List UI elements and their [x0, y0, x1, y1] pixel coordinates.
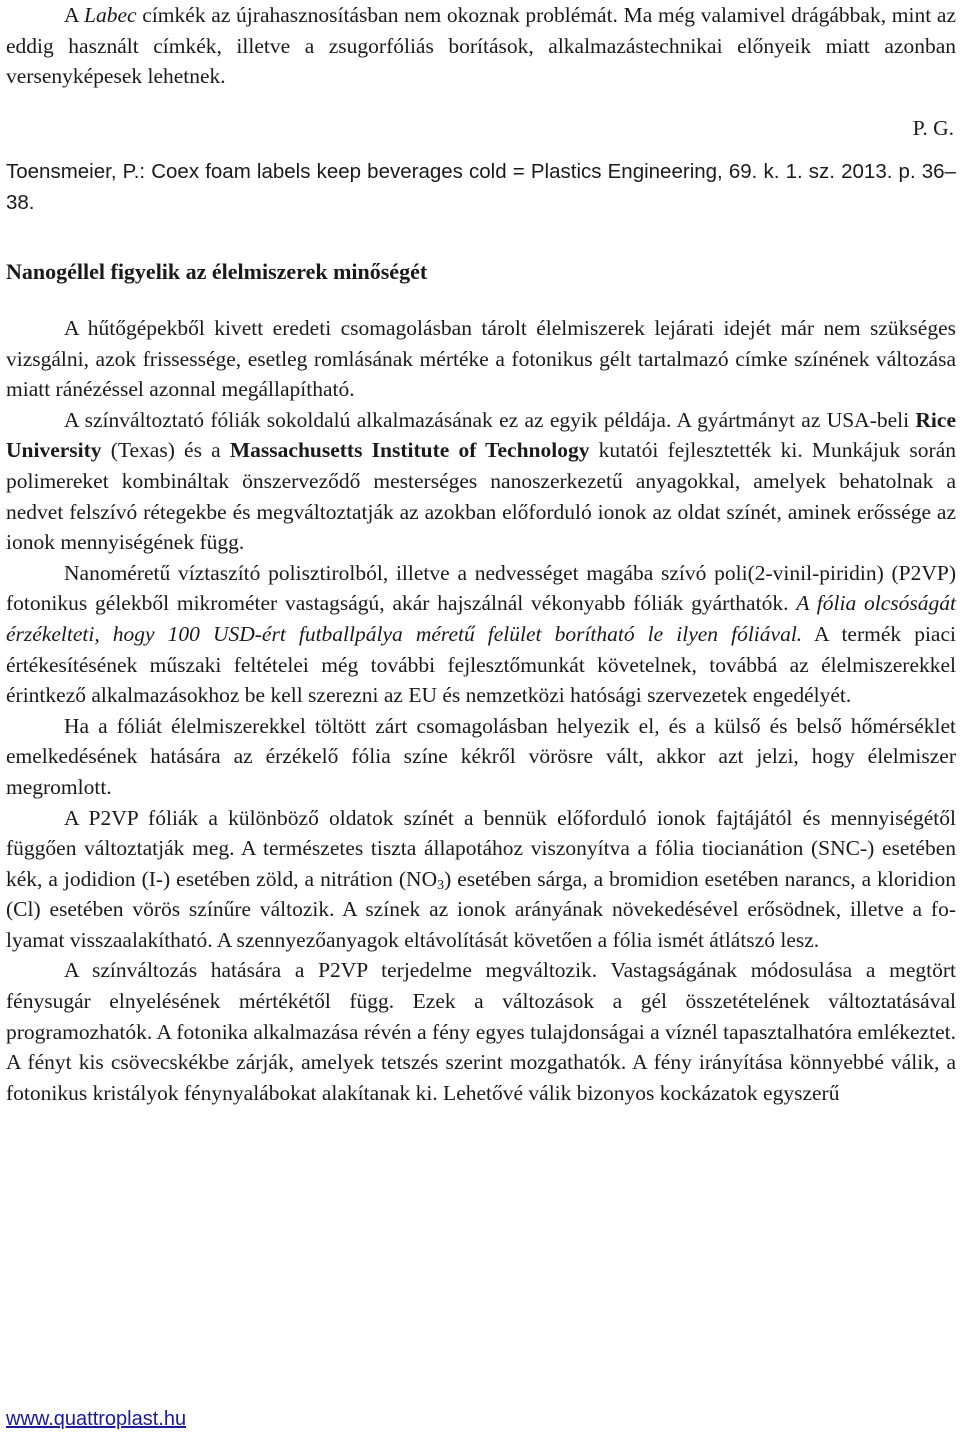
- text-run: A termék piaci értékesítésének műszaki feltételei még további fejlesztőmunkát követelnek, továbbá az élelmiszerekkel érintkező alkalmazásokhoz be kell szerezni az EU és nemzetközi hatósági szervezetek engedélyét.: [6, 621, 956, 708]
- article-paragraph-2: [6, 405, 956, 558]
- mit-name: Massachusetts Institute of Technology: [229, 438, 590, 463]
- intro-paragraph-block: [6, 0, 956, 92]
- subscript: 3: [437, 877, 445, 893]
- article-heading: Nanogéllel figyelik az élelmiszerek minőségét: [6, 259, 428, 284]
- italic-emphasis: A fólia olcsóságát érzékelteti, hogy 100 USD-ért futballpálya méretű felület borítható le ilyen fóliával.: [6, 591, 956, 646]
- article-paragraph-3: [6, 558, 956, 711]
- article-paragraph-5: [6, 803, 956, 956]
- intro-paragraph: [6, 0, 956, 92]
- reference-citation: Toensmeier, P.: Coex foam labels keep beverages cold = Plastics Engineering, 69. k. 1. sz. 2013. p. 36–38.: [6, 160, 956, 214]
- text-run: kutatói fejlesztették ki. Munkájuk során polimereket kombináltak önszerveződő mesterséges nanoszerkezetű anyagokkal, amelyek behatolnak a nedvet felszívó rétegekbe és megváltoztatják az azokban előforduló ionok az oldat színét, aminek erőssége az ionok mennyiségének függ.: [6, 438, 957, 555]
- text-run: A: [64, 3, 85, 27]
- text-run: ) esetében sárga, a bromidion esetében narancs, a kloridion (Cl) esetében vörös színűre változik. A színek az ionok arányának növekedésével erősödnek, illetve a folyamat visszaalakítható. A szennyezőanyagok eltávolítását követően a fólia ismét átlátszó lesz.: [6, 866, 956, 952]
- article-paragraph-1: A hűtőgépekből kivett eredeti csomagolásban tárolt élelmiszerek lejárati idejét már nem szükséges vizsgálni, azok frissessége, esetleg romlásának mértéke a fotonikus gélt tartalmazó címke színének változása miatt ránézéssel azonnal megállapítható.: [6, 316, 956, 402]
- article-body: [6, 313, 956, 1108]
- labec-brand-name: Labec: [84, 3, 137, 27]
- text-run: (Texas) és a: [101, 438, 230, 463]
- text-run: Nanoméretű víztaszító polisztirolból, illetve a nedvességet magába szívó poli(2-vinil-piridin) (P2VP) fotonikus gélekből mikrométer vastagságú, akár hajszálnál vékonyabb fóliák gyárthatók.: [6, 560, 956, 616]
- footer-website-link[interactable]: www.quattroplast.hu: [6, 1408, 187, 1430]
- article-paragraph-4: Ha a fóliát élelmiszerekkel töltött zárt csomagolásban helyezik el, és a külső és belső hőmérséklet emelkedésének hatására az érzékelő fólia színe kékről vörösre vált, akkor azt jelzi, hogy élelmiszer megromlott.: [6, 713, 956, 799]
- author-signature: P. G.: [912, 116, 954, 140]
- text-run: címkék az újrahasznosításban nem okoznak problémát. Ma még valamivel drágábbak, mint az eddig használt címkék, illetve a zsugorfóliás borítások, alkalmazástechnikai előnyeik miatt azonban versenyképesek lehetnek.: [6, 3, 956, 89]
- article-paragraph-6: A színváltozás hatására a P2VP terjedelme megváltozik. Vastagságának módosulása a megtört fénysugár elnyelésének mértékétől függ. Ezek a változások a gél összetételének változtatásával programozhatók. A fotonika alkalmazása révén a fény egyes tulajdonságai a víznél tapasztalhatóra emlékeztet. A fényt kis csövecskékbe zárják, amelyek tetszés szerint mozgathatók. A fény irányítása könnyebbé válik, a fotonikus kristályok fénynyalábokat alakítanak ki. Lehetővé válik bizonyos kockázatok egyszerű: [6, 958, 956, 1105]
- rice-university-name: Rice University: [6, 407, 956, 463]
- text-run: A színváltoztató fóliák sokoldalú alkalmazásának ez az egyik példája. A gyártmányt az USA-beli: [64, 407, 916, 432]
- text-run: A P2VP fóliák a különböző oldatok színét a bennük előforduló ionok fajtájától és mennyiségétől függően változtatják meg. A természetes tiszta állapotához viszonyítva a fólia tiocianátion (SNC-) esetében kék, a jodidion (I-) esetében zöld, a nitrátion (NO: [6, 805, 956, 891]
